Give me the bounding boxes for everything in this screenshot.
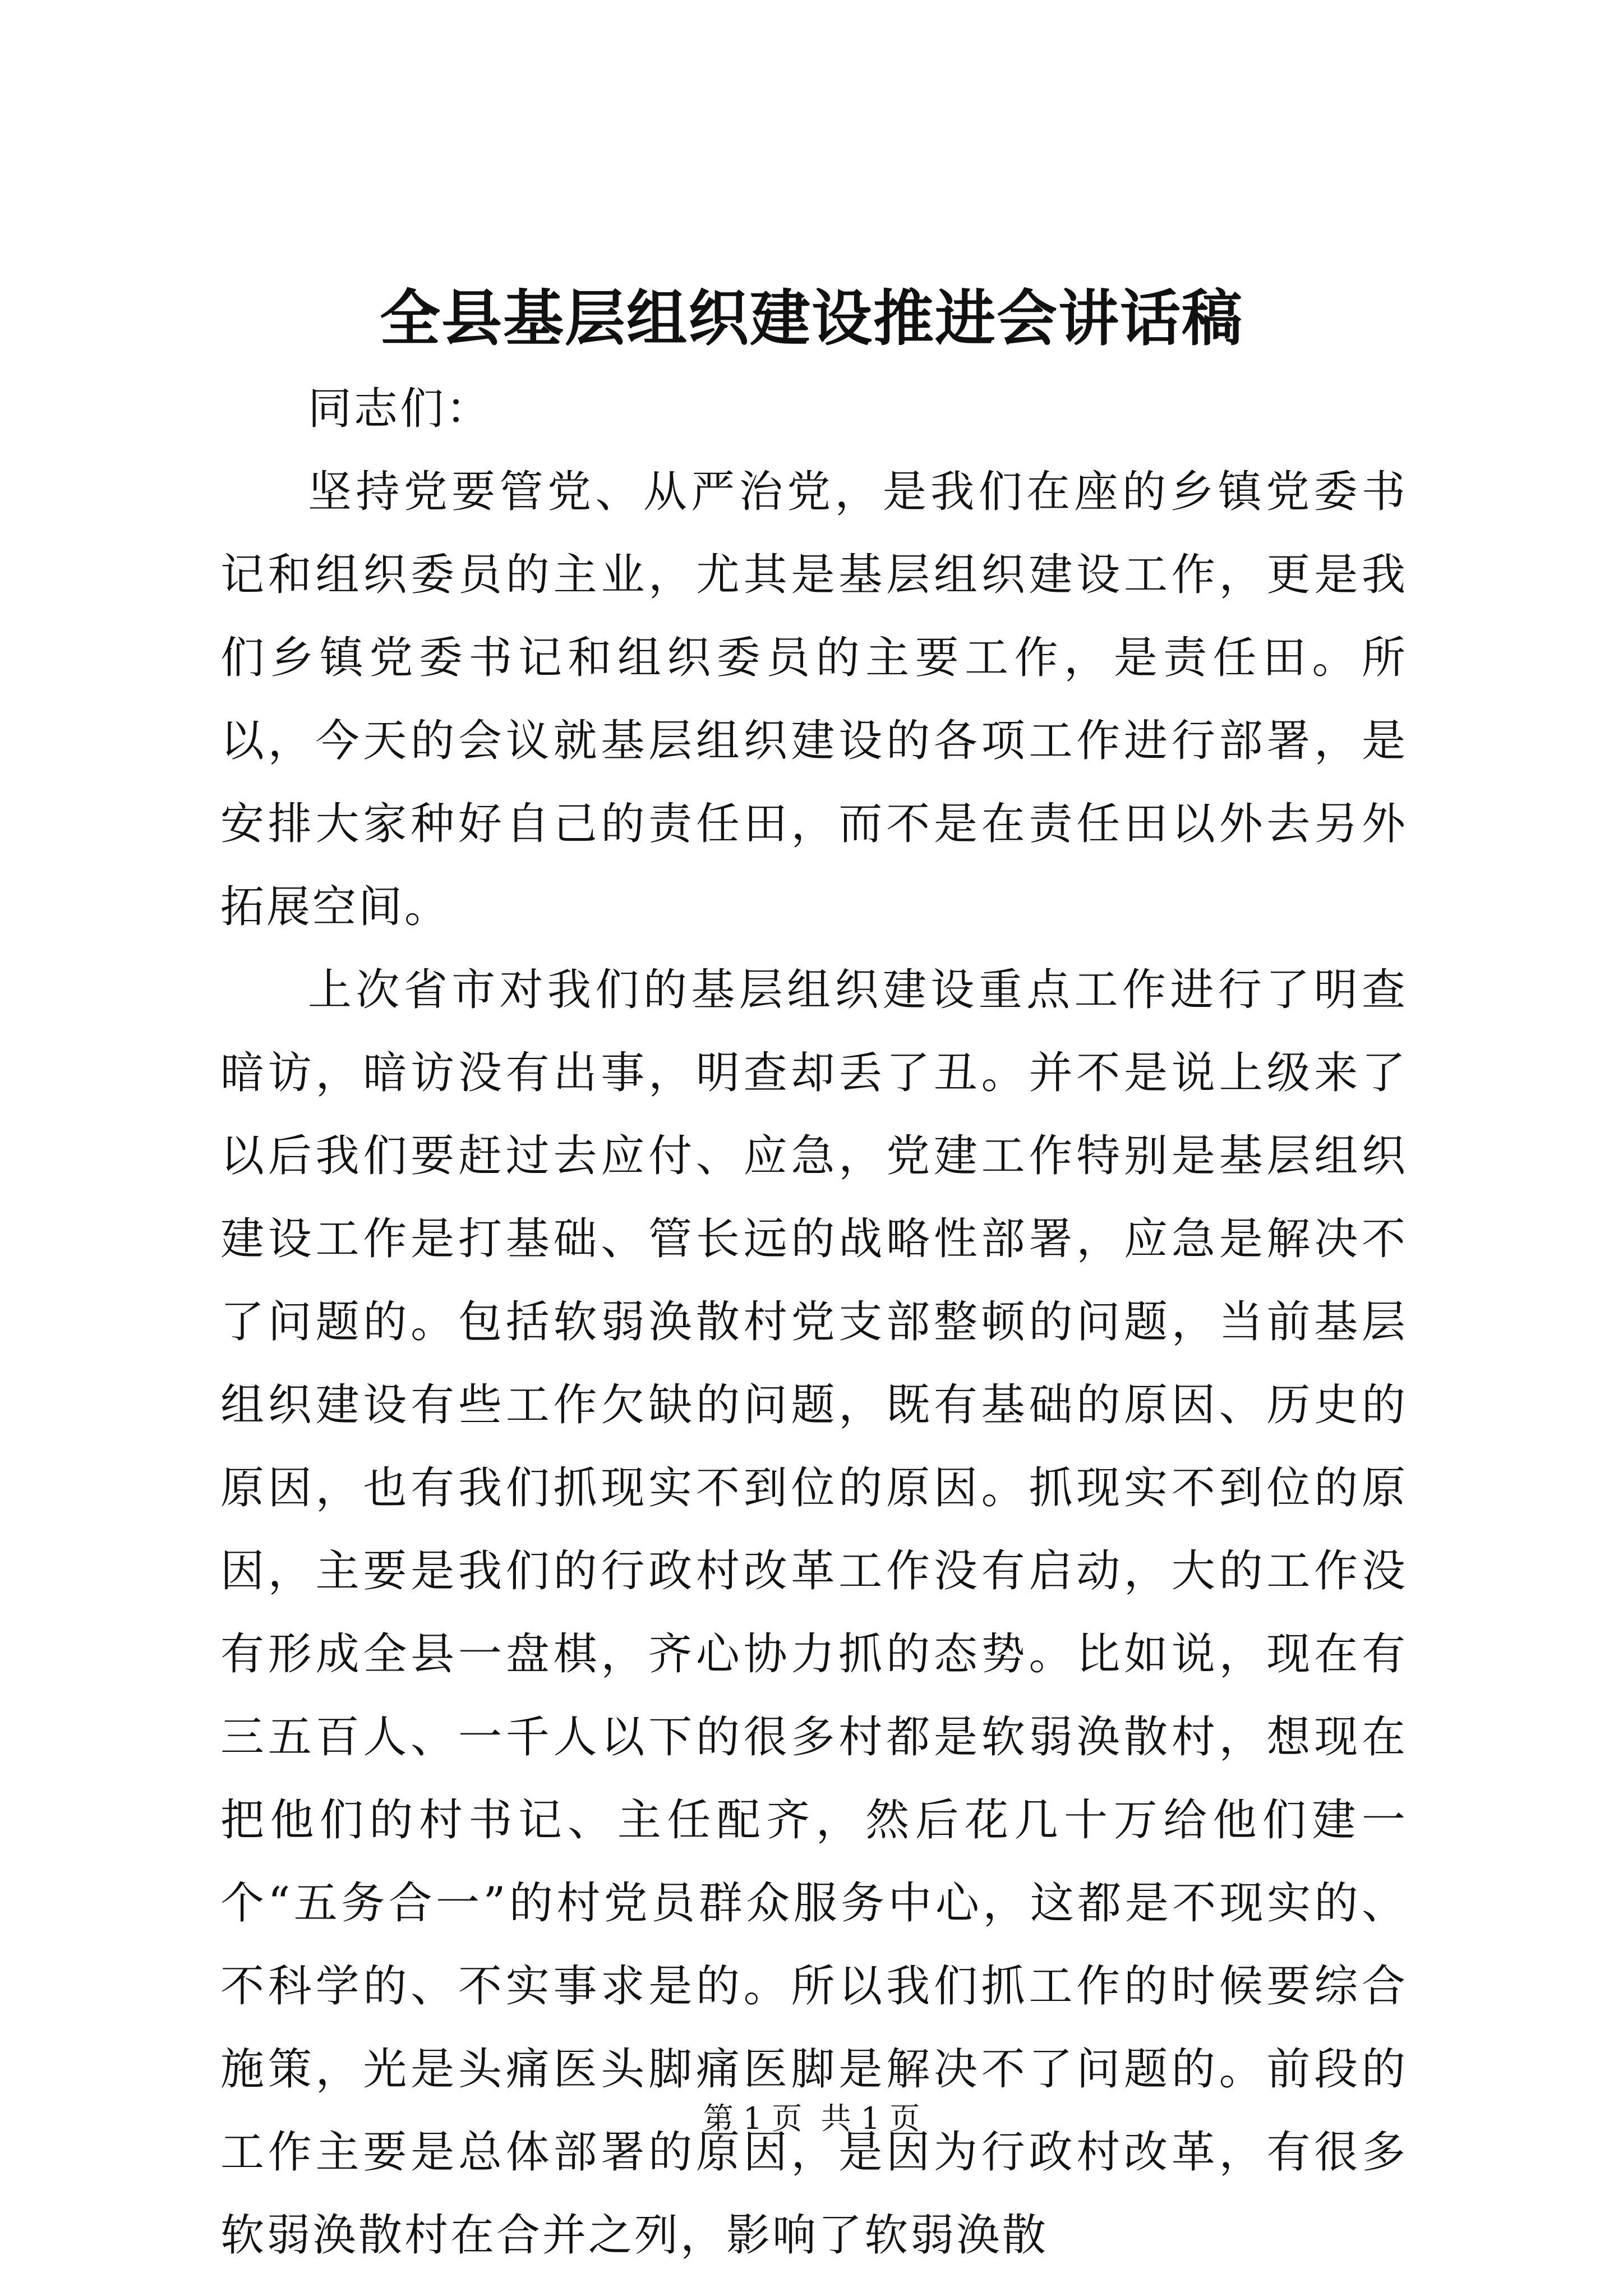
page-total: 共 1 页 [820,2101,920,2136]
body-paragraph-2: 上次省市对我们的基层组织建设重点工作进行了明查暗访，暗访没有出事，明查却丢了丑。并不是说上级来了以后我们要赶过去应付、应急，党建工作特别是基层组织建设工作是打基础、管长远的战略性部署，应急是解决不了问题的。包括软弱涣散村党支部整顿的问题，当前基层组织建设有些工作欠缺的问题，既有基础的原因、历史的原因，也有我们抓现实不到位的原因。抓现实不到位的原因，主要是我们的行政村改革工作没有启动，大的工作没有形成全县一盘棋，齐心协力抓的态势。比如说，现在有三五百人、一千人以下的很多村都是软弱涣散村，想现在把他们的村书记、主任配齐，然后花几十万给他们建一个“五务合一”的村党员群众服务中心，这都是不现实的、不科学的、不实事求是的。所以我们抓工作的时候要综合施策，光是头痛医头脚痛医脚是解决不了问题的。前段的工作主要是总体部署的原因，是因为行政村改革，有很多软弱涣散村在合并之列，影响了软弱涣散 [220,965,1408,2261]
salutation-paragraph: 同志们： [308,384,492,434]
document-title: 全县基层组织建设推进会讲话稿 [379,283,1243,354]
page-number: 第 1 页 [703,2101,803,2136]
document-body [220,367,1408,2277]
body-paragraph-1: 坚持党要管党、从严治党，是我们在座的乡镇党委书记和组织委员的主业，尤其是基层组织建设工作，更是我们乡镇党委书记和组织委员的主要工作，是责任田。所以，今天的会议就基层组织建设的各项工作进行部署，是安排大家种好自己的责任田，而不是在责任田以外去另外拓展空间。 [220,467,1408,932]
page-footer [0,2099,1623,2138]
